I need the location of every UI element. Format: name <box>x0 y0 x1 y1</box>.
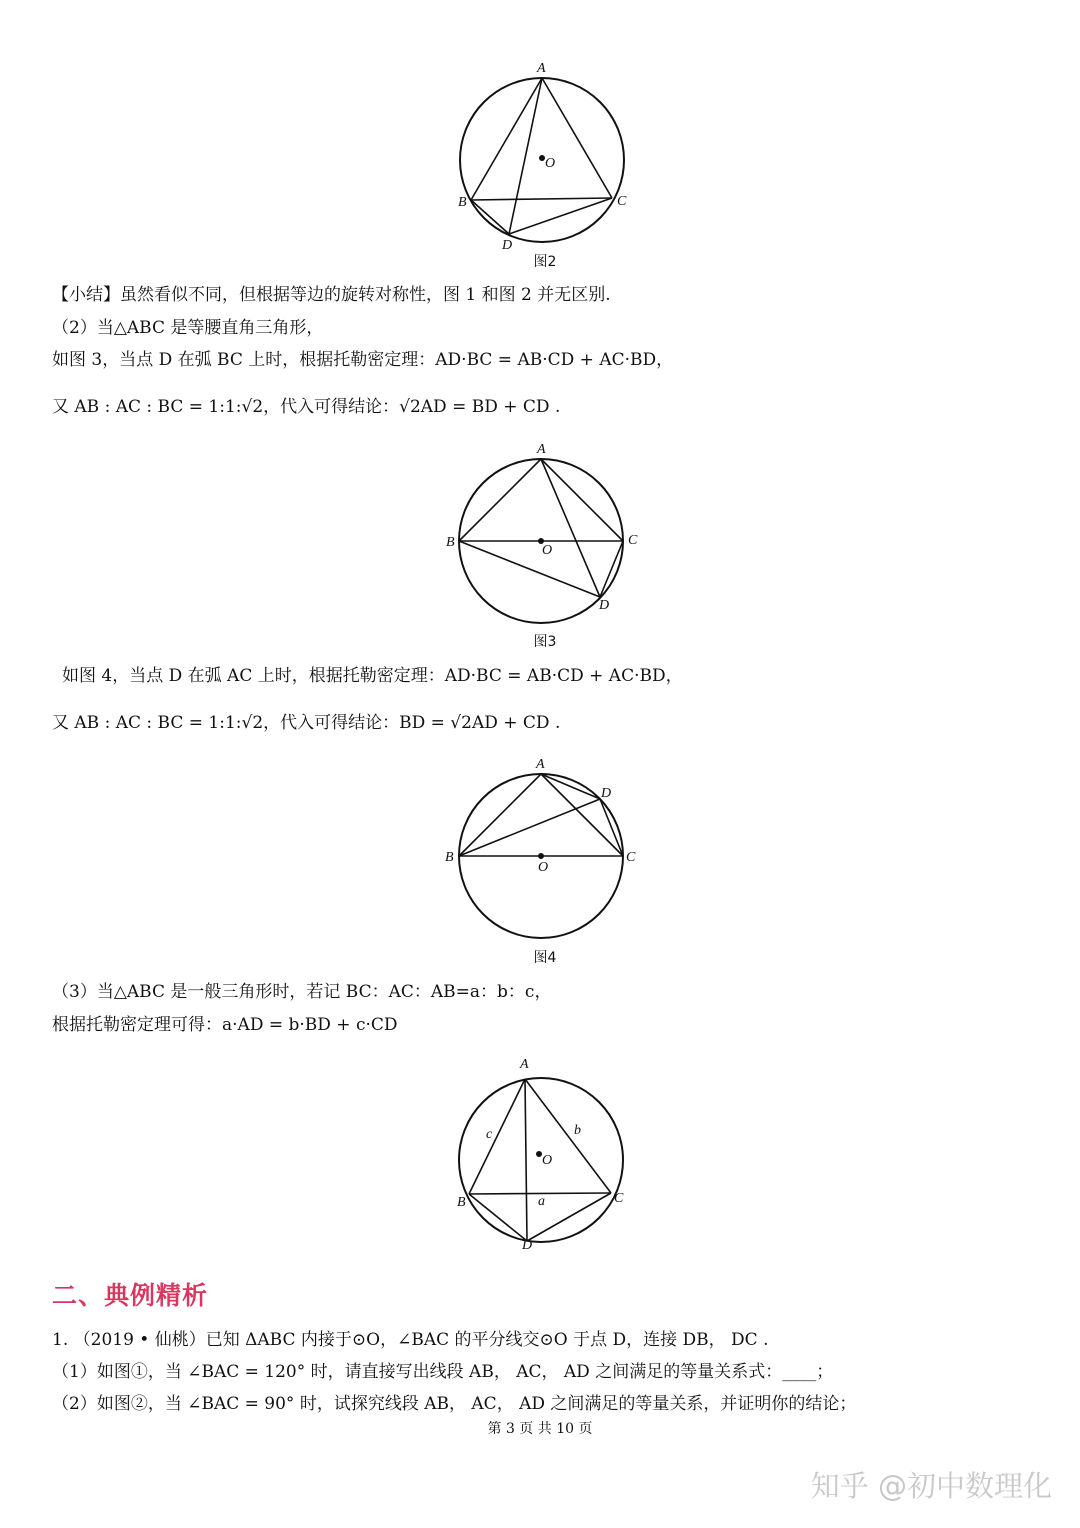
figure-2-caption: 图2 <box>533 254 557 270</box>
figure-2-diagram <box>440 56 650 256</box>
fig3-label-a: A <box>537 442 546 457</box>
fig2-label-d: D <box>502 238 513 253</box>
fig5-label-b: B <box>457 1195 466 1210</box>
case3-intro: （3）当△ABC 是一般三角形时，若记 BC：AC：AB=a：b：c， <box>52 982 552 1002</box>
fig3-statement: 如图 3，当点 D 在弧 BC 上时，根据托勒密定理：AD·BC = AB·CD + AC·BD， <box>52 350 674 370</box>
fig5-label-c: C <box>614 1191 624 1206</box>
problem-part-1: （1）如图①，当 ∠BAC = 120° 时，请直接写出线段 AB， AC， AD 之间满足的等量关系式：____； <box>52 1362 834 1382</box>
page-footer: 第 3 页 共 10 页 <box>487 1421 593 1437</box>
watermark: 知乎 @初中数理化 <box>810 1469 1052 1503</box>
problem-stem: 1. （2019 • 仙桃）已知 ΔABC 内接于⊙O，∠BAC 的平分线交⊙O 于点 D，连接 DB， DC . <box>52 1330 769 1350</box>
fig4-conclusion: 又 AB : AC : BC = 1:1:√2，代入可得结论：BD = √2AD + CD . <box>52 713 561 733</box>
fig3-label-c: C <box>628 533 638 548</box>
case2-intro: （2）当△ABC 是等腰直角三角形， <box>52 318 324 338</box>
fig5-label-side-c: c <box>486 1127 493 1142</box>
fig5-label-side-b: b <box>574 1123 581 1138</box>
fig4-label-o: O <box>538 860 549 875</box>
figure-5 <box>440 1050 650 1255</box>
figure-3-caption: 图3 <box>533 634 557 650</box>
section-title: 二、典例精析 <box>52 1281 209 1310</box>
figure-4-diagram <box>440 752 650 942</box>
fig2-label-c: C <box>617 194 627 209</box>
problem-part-2: （2）如图②，当 ∠BAC = 90° 时，试探究线段 AB， AC， AD 之间满足的等量关系，并证明你的结论； <box>52 1394 857 1414</box>
fig5-label-a: A <box>520 1057 529 1072</box>
fig5-label-d: D <box>522 1238 533 1253</box>
fig4-label-a: A <box>536 757 545 772</box>
figure-4 <box>440 752 650 942</box>
fig5-label-side-a: a <box>538 1194 545 1209</box>
fig4-label-b: B <box>445 850 454 865</box>
fig2-label-o: O <box>545 156 556 171</box>
fig2-label-b: B <box>458 195 467 210</box>
figure-3 <box>440 436 650 626</box>
fig2-label-a: A <box>537 61 546 76</box>
figure-4-caption: 图4 <box>533 950 557 966</box>
fig4-label-d: D <box>601 786 612 801</box>
figure-3-diagram <box>440 436 650 626</box>
fig3-label-d: D <box>599 598 610 613</box>
fig5-label-o: O <box>542 1153 553 1168</box>
fig3-label-b: B <box>446 535 455 550</box>
figure-2 <box>440 56 650 256</box>
case3-result: 根据托勒密定理可得：a·AD = b·BD + c·CD <box>52 1015 398 1035</box>
fig3-conclusion: 又 AB : AC : BC = 1:1:√2，代入可得结论：√2AD = BD + CD . <box>52 397 561 417</box>
fig4-statement: 如图 4，当点 D 在弧 AC 上时，根据托勒密定理：AD·BC = AB·CD + AC·BD， <box>62 666 683 686</box>
fig4-label-c: C <box>626 850 636 865</box>
summary-line: 【小结】虽然看似不同，但根据等边的旋转对称性，图 1 和图 2 并无区别. <box>52 285 611 305</box>
fig3-label-o: O <box>542 543 553 558</box>
figure-5-diagram <box>440 1050 650 1255</box>
